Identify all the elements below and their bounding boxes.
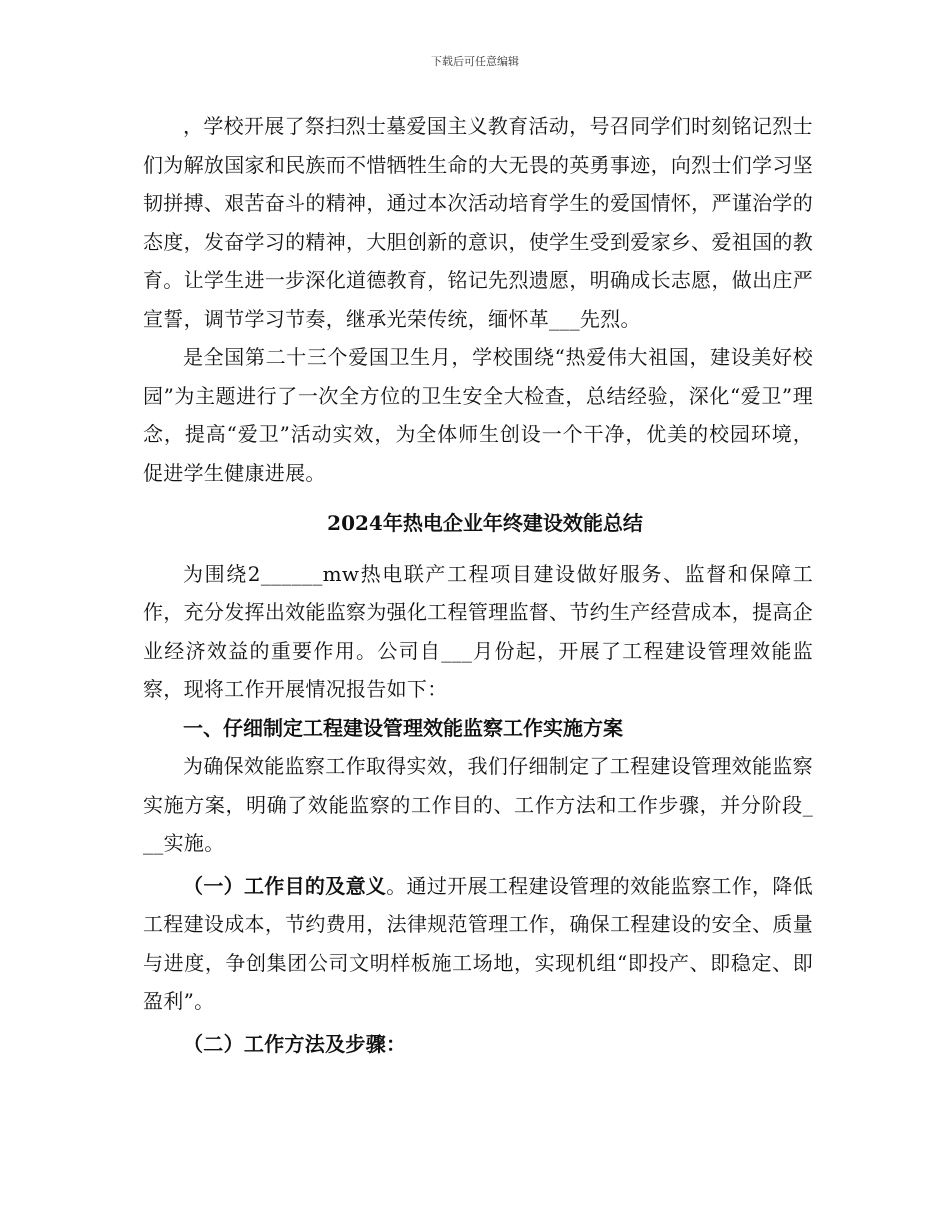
paragraph-methods <box>143 1025 813 1064</box>
paragraph-hygiene-month: 是全国第二十三个爱国卫生月，学校围绕“热爱伟大祖国，建设美好校园”为主题进行了一次全方位的卫生安全大检查，总结经验，深化“爱卫”理念，提高“爱卫”活动实效，为全体师生创设一个干净，优美的校园环境，促进学生健康进展。 <box>143 345 813 485</box>
paragraph-intro: 为围绕2______mw热电联产工程项目建设做好服务、监督和保障工作，充分发挥出效能监察为强化工程管理监督、节约生产经营成本，提高企业经济效益的重要作用。公司自___月份起，开展了工程建设管理效能监察，现将工作开展情况报告如下： <box>143 561 813 701</box>
spacer <box>143 492 813 504</box>
paragraph-plan: 为确保效能监察工作取得实效，我们仔细制定了工程建设管理效能监察实施方案，明确了效能监察的工作目的、工作方法和工作步骤，并分阶段___实施。 <box>143 754 813 855</box>
document-body <box>143 107 813 1063</box>
spacer <box>143 543 813 555</box>
section-heading-1: 一、仔细制定工程建设管理效能监察工作实施方案 <box>183 715 623 740</box>
paragraph-memorial-activity: ，学校开展了祭扫烈士墓爱国主义教育活动，号召同学们时刻铭记烈士们为解放国家和民族而不惜牺牲生命的大无畏的英勇事迹，向烈士们学习坚韧拼搏、艰苦奋斗的精神，通过本次活动培育学生的爱国情怀，严谨治学的态度，发奋学习的精神，大胆创新的意识，使学生受到爱家乡、爱祖国的教育。让学生进一步深化道德教育，铭记先烈遗愿，明确成长志愿，做出庄严宣誓，调节学习节奏，继承光荣传统，缅怀革___先烈。 <box>143 114 813 331</box>
page-header: 下载后可任意编辑 <box>431 55 519 68</box>
subheading-purpose: （一）工作目的及意义 <box>183 873 387 898</box>
document-title: 2024年热电企业年终建设效能总结 <box>327 511 643 535</box>
paragraph-purpose <box>143 867 813 1021</box>
purpose-text: 。通过开展工程建设管理的效能监察工作，降低工程建设成本，节约费用，法律规范管理工作，确保工程建设的安全、质量与进度，争创集团公司文明样板施工场地，实现机组“即投产、即稳定、即盈利”。 <box>143 873 813 1013</box>
subheading-methods: （二）工作方法及步骤： <box>183 1031 407 1056</box>
